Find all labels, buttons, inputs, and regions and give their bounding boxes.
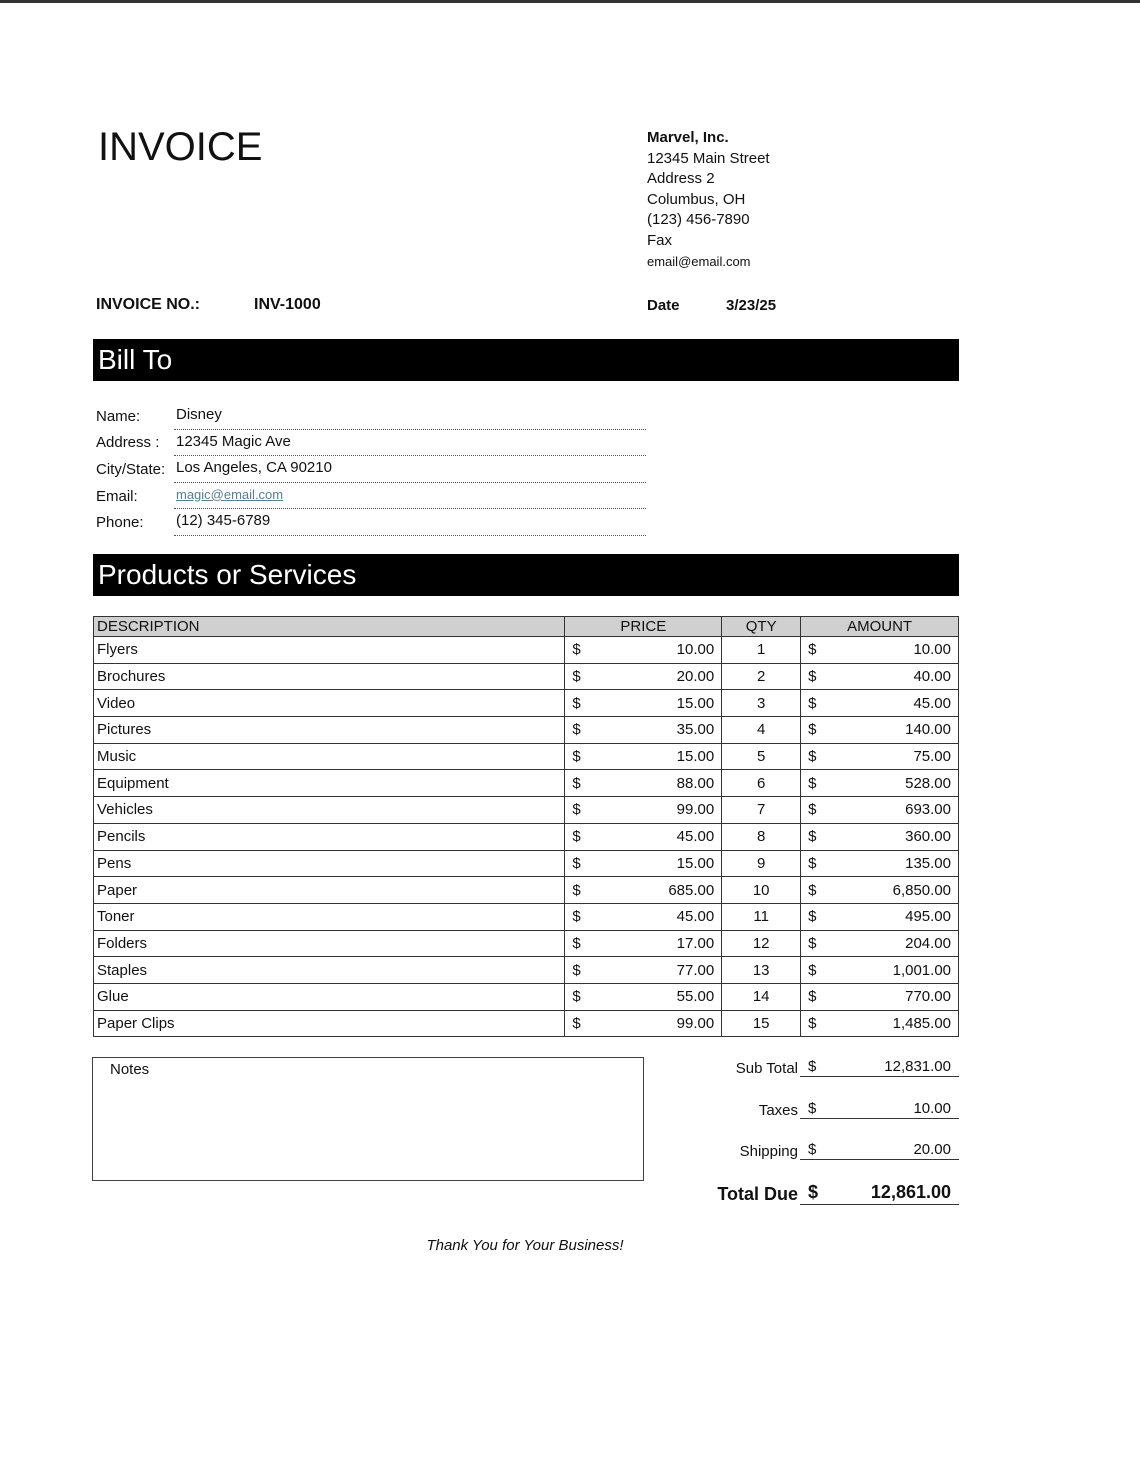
currency: $ (808, 1058, 817, 1075)
item-description: Flyers (94, 637, 565, 664)
table-row (94, 983, 959, 1010)
currency: $ (572, 641, 581, 659)
currency: $ (572, 748, 581, 766)
currency: $ (808, 881, 817, 899)
bill-to-row (96, 403, 646, 430)
field-value (174, 456, 646, 483)
company-info (647, 128, 770, 272)
table-row (94, 823, 959, 850)
item-amount: 770.00 (905, 988, 951, 1006)
item-qty: 15 (722, 1010, 801, 1037)
table-row (94, 717, 959, 744)
currency: $ (572, 1014, 581, 1032)
item-price: 88.00 (676, 774, 715, 792)
table-row (94, 877, 959, 904)
item-amount: 204.00 (905, 934, 951, 952)
field-label: Email: (96, 487, 138, 505)
currency: $ (808, 1100, 817, 1117)
table-row (94, 743, 959, 770)
currency: $ (808, 668, 817, 686)
col-qty: QTY (722, 617, 801, 637)
invoice-no-label: INVOICE NO.: (96, 296, 201, 313)
item-price: 17.00 (676, 934, 715, 952)
field-text: Los Angeles, CA 90210 (176, 459, 332, 477)
total-due-label: Total Due (717, 1184, 798, 1204)
total-due-value: 12,861.00 (870, 1182, 951, 1202)
item-qty: 4 (722, 717, 801, 744)
item-amount: 1,001.00 (892, 961, 951, 979)
item-qty: 12 (722, 930, 801, 957)
item-amount: 45.00 (913, 694, 951, 712)
item-description: Paper Clips (94, 1010, 565, 1037)
amount-cell (801, 797, 959, 824)
item-description: Pens (94, 850, 565, 877)
currency: $ (808, 748, 817, 766)
table-row (94, 930, 959, 957)
currency: $ (572, 881, 581, 899)
table-row (94, 663, 959, 690)
item-amount: 693.00 (905, 801, 951, 819)
amount-cell (801, 717, 959, 744)
item-qty: 14 (722, 983, 801, 1010)
item-price: 45.00 (676, 908, 715, 926)
amount-cell (801, 850, 959, 877)
item-description: Equipment (94, 770, 565, 797)
col-price: PRICE (565, 617, 722, 637)
price-cell (565, 1010, 722, 1037)
item-price: 20.00 (676, 668, 715, 686)
subtotal-label: Sub Total (735, 1060, 798, 1077)
subtotal-row (700, 1058, 959, 1077)
currency: $ (808, 988, 817, 1006)
item-description: Pencils (94, 823, 565, 850)
item-qty: 11 (722, 903, 801, 930)
table-row (94, 957, 959, 984)
item-description: Video (94, 690, 565, 717)
currency: $ (572, 828, 581, 846)
item-description: Toner (94, 903, 565, 930)
amount-cell (801, 1010, 959, 1037)
total-due-row (700, 1182, 959, 1205)
item-qty: 10 (722, 877, 801, 904)
invoice-no: INV-1000 (254, 296, 321, 313)
item-price: 99.00 (676, 1014, 715, 1032)
date-value: 3/23/25 (726, 297, 777, 314)
price-cell (565, 663, 722, 690)
price-cell (565, 877, 722, 904)
currency: $ (572, 774, 581, 792)
field-value (174, 430, 646, 457)
field-value[interactable] (174, 483, 646, 510)
item-amount: 495.00 (905, 908, 951, 926)
thank-you-note: Thank You for Your Business! (426, 1237, 624, 1254)
bill-to-heading: Bill To (93, 339, 959, 381)
table-row (94, 690, 959, 717)
bill-to-row (96, 430, 646, 457)
company-phone: (123) 456-7890 (647, 211, 750, 229)
currency: $ (808, 1141, 817, 1158)
notes-label: Notes (110, 1061, 150, 1078)
currency: $ (808, 694, 817, 712)
price-cell (565, 850, 722, 877)
price-cell (565, 903, 722, 930)
item-price: 15.00 (676, 854, 715, 872)
company-name: Marvel, Inc. (647, 129, 729, 146)
currency: $ (572, 908, 581, 926)
price-cell (565, 717, 722, 744)
products-heading: Products or Services (93, 554, 959, 596)
field-text: Disney (176, 406, 222, 423)
item-amount: 75.00 (913, 748, 951, 766)
subtotal-value: 12,831.00 (884, 1058, 951, 1075)
amount-cell (801, 690, 959, 717)
currency: $ (572, 694, 581, 712)
table-row (94, 637, 959, 664)
field-value (174, 509, 646, 536)
item-price: 45.00 (676, 828, 715, 846)
item-amount: 1,485.00 (892, 1014, 951, 1032)
currency: $ (808, 828, 817, 846)
company-city: Columbus, OH (647, 190, 746, 208)
price-cell (565, 690, 722, 717)
item-price: 55.00 (676, 988, 715, 1006)
item-qty: 8 (722, 823, 801, 850)
field-label: Phone: (96, 514, 144, 532)
item-amount: 528.00 (905, 774, 951, 792)
item-description: Staples (94, 957, 565, 984)
price-cell (565, 957, 722, 984)
currency: $ (808, 1182, 819, 1202)
item-amount: 360.00 (905, 828, 951, 846)
price-cell (565, 770, 722, 797)
field-label: Address : (96, 434, 160, 452)
company-fax: Fax (647, 231, 673, 249)
currency: $ (808, 854, 817, 872)
currency: $ (808, 961, 817, 979)
item-amount: 40.00 (913, 668, 951, 686)
field-label: City/State: (96, 460, 166, 478)
shipping-label: Shipping (739, 1143, 798, 1160)
currency: $ (808, 721, 817, 739)
date-label: Date (647, 297, 680, 314)
col-description: DESCRIPTION (94, 617, 565, 637)
price-cell (565, 637, 722, 664)
item-qty: 13 (722, 957, 801, 984)
currency: $ (808, 774, 817, 792)
taxes-value: 10.00 (913, 1100, 951, 1117)
invoice-title: INVOICE (98, 125, 263, 169)
price-cell (565, 743, 722, 770)
item-qty: 6 (722, 770, 801, 797)
field-value (174, 403, 646, 430)
currency: $ (572, 988, 581, 1006)
amount-cell (801, 930, 959, 957)
table-row (94, 850, 959, 877)
amount-cell (801, 983, 959, 1010)
amount-cell (801, 637, 959, 664)
bill-to-fields (96, 403, 646, 536)
bill-to-row (96, 456, 646, 483)
price-cell (565, 930, 722, 957)
item-qty: 2 (722, 663, 801, 690)
item-amount: 6,850.00 (892, 881, 951, 899)
table-row (94, 770, 959, 797)
item-qty: 9 (722, 850, 801, 877)
currency: $ (808, 801, 817, 819)
notes-box[interactable] (92, 1057, 644, 1181)
field-text: 12345 Magic Ave (176, 432, 291, 450)
col-amount: AMOUNT (801, 617, 959, 637)
table-row (94, 797, 959, 824)
company-address2: Address 2 (647, 170, 715, 188)
shipping-value: 20.00 (913, 1141, 951, 1158)
item-description: Pictures (94, 717, 565, 744)
taxes-row (700, 1100, 959, 1119)
products-table (93, 616, 959, 1037)
table-row (94, 1010, 959, 1037)
price-cell (565, 983, 722, 1010)
currency: $ (808, 1014, 817, 1032)
amount-cell (801, 770, 959, 797)
item-amount: 10.00 (913, 641, 951, 659)
item-price: 77.00 (676, 961, 715, 979)
item-description: Paper (94, 877, 565, 904)
amount-cell (801, 957, 959, 984)
item-price: 10.00 (676, 641, 715, 659)
company-street: 12345 Main Street (647, 149, 770, 167)
bill-to-row (96, 483, 646, 510)
amount-cell (801, 823, 959, 850)
amount-cell (801, 743, 959, 770)
currency: $ (572, 668, 581, 686)
item-description: Folders (94, 930, 565, 957)
currency: $ (572, 721, 581, 739)
item-description: Vehicles (94, 797, 565, 824)
amount-cell (801, 877, 959, 904)
currency: $ (572, 801, 581, 819)
amount-cell (801, 903, 959, 930)
shipping-row (700, 1141, 959, 1160)
table-row (94, 903, 959, 930)
email-link[interactable]: magic@email.com (176, 486, 284, 502)
currency: $ (808, 908, 817, 926)
item-price: 685.00 (668, 881, 715, 899)
item-amount: 140.00 (905, 721, 951, 739)
item-price: 35.00 (676, 721, 715, 739)
item-qty: 3 (722, 690, 801, 717)
item-price: 15.00 (676, 694, 715, 712)
amount-cell (801, 663, 959, 690)
item-qty: 5 (722, 743, 801, 770)
item-qty: 1 (722, 637, 801, 664)
field-label: Name: (96, 407, 141, 425)
field-text: (12) 345-6789 (176, 512, 271, 530)
bill-to-row (96, 509, 646, 536)
price-cell (565, 797, 722, 824)
item-description: Glue (94, 983, 565, 1010)
taxes-label: Taxes (758, 1102, 798, 1119)
currency: $ (808, 641, 817, 659)
currency: $ (572, 854, 581, 872)
item-amount: 135.00 (905, 854, 951, 872)
item-description: Brochures (94, 663, 565, 690)
company-email: email@email.com (647, 253, 751, 269)
currency: $ (572, 961, 581, 979)
item-price: 99.00 (676, 801, 715, 819)
price-cell (565, 823, 722, 850)
item-description: Music (94, 743, 565, 770)
currency: $ (808, 934, 817, 952)
item-price: 15.00 (676, 748, 715, 766)
item-qty: 7 (722, 797, 801, 824)
currency: $ (572, 934, 581, 952)
